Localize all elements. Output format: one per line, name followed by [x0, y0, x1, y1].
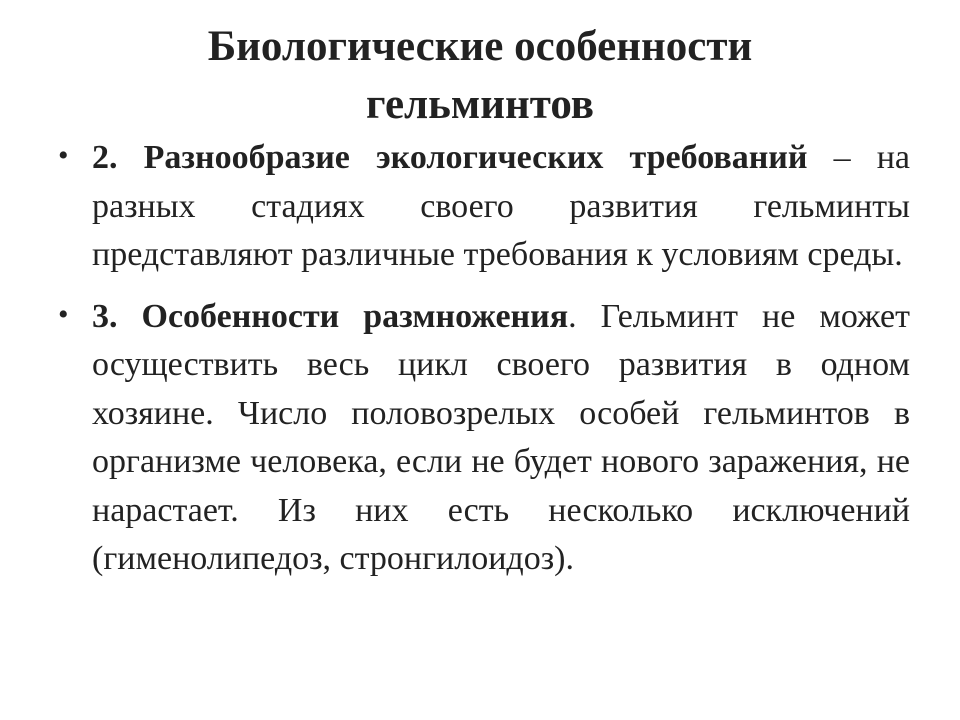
bullet-heading: 3. Особенности размножения: [92, 297, 569, 335]
bullet-item-reproduction: [58, 293, 910, 584]
bullet-text: – на разных стадиях своего развития гельминты представляют различные требования к условиям среды.: [92, 139, 910, 273]
bullet-dot-icon: •: [58, 139, 69, 172]
bullet-dot-icon: •: [58, 297, 69, 331]
bullet-item-ecological-requirements: [58, 134, 910, 280]
bullet-text: . Гельминт не может осуществить весь цикл своего развития в одном хозяине. Число половозрелых особей гельминтов в организме человека, если не будет нового заражения, не нарастает. Из них есть несколько исключений (гименолипедоз, стронгилоидоз).: [92, 297, 910, 577]
title-line-2: гельминтов: [366, 81, 594, 128]
title-line-1: Биологические особенности: [207, 23, 753, 70]
bullet-list: [58, 134, 910, 584]
bullet-heading: 2. Разнообразие экологических требований: [92, 139, 808, 176]
slide-title: [0, 18, 960, 134]
